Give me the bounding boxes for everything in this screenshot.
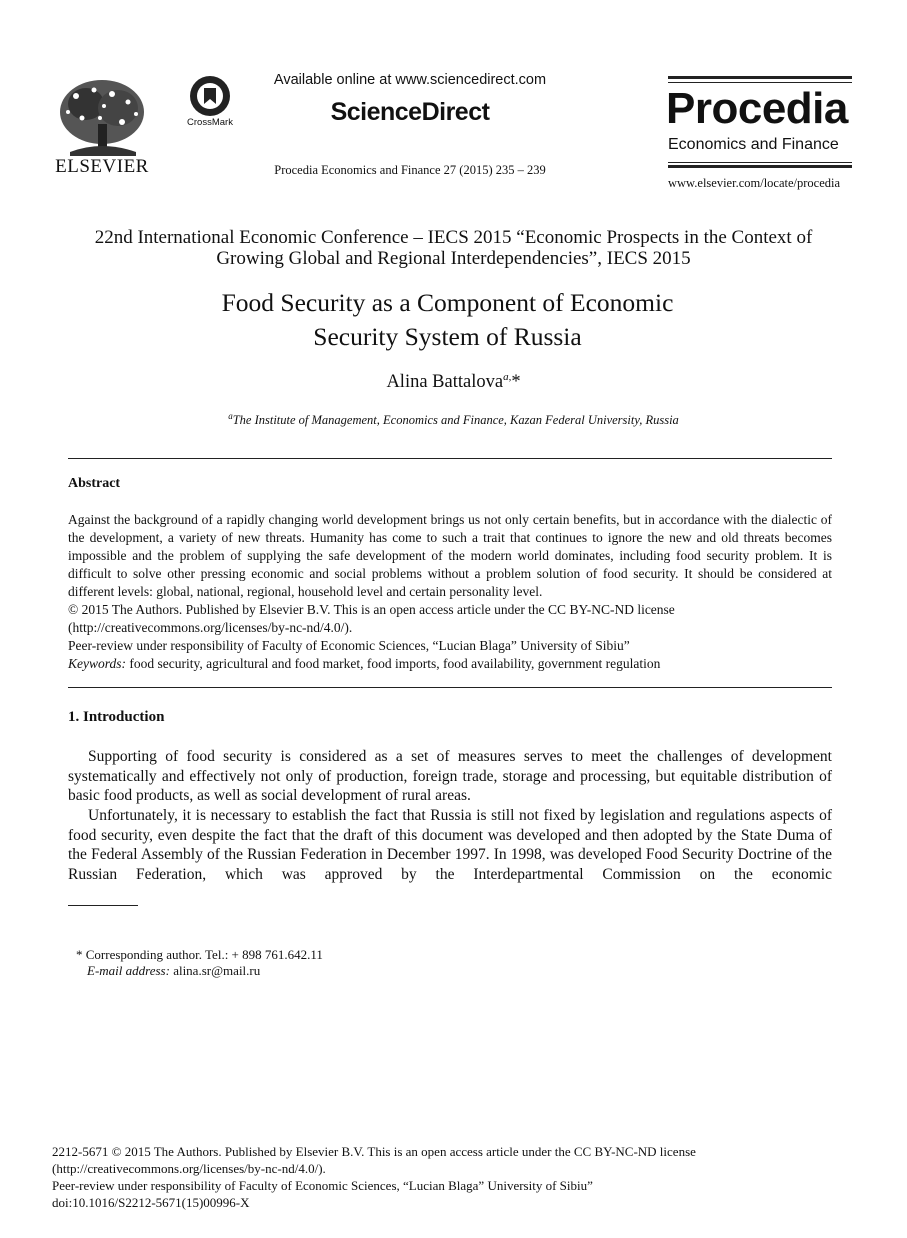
procedia-subtitle: Economics and Finance xyxy=(668,136,839,153)
corresponding-star: * xyxy=(511,372,521,393)
elsevier-wordmark: ELSEVIER xyxy=(55,156,149,177)
author-name: Alina Battalova xyxy=(386,372,504,393)
crossmark-label: CrossMark xyxy=(187,117,233,128)
brand-rule xyxy=(668,76,852,79)
procedia-logo: Procedia xyxy=(666,84,848,133)
affiliation-mark: a xyxy=(228,411,233,421)
email-address[interactable]: alina.sr@mail.ru xyxy=(173,963,261,978)
footer-license-link[interactable]: (http://creativecommons.org/licenses/by-nc-nd/4.0/). xyxy=(52,1161,326,1176)
license-link[interactable]: (http://creativecommons.org/licenses/by-nc-nd/4.0/). xyxy=(68,620,353,635)
brand-rule xyxy=(668,162,852,163)
footer-doi[interactable]: doi:10.1016/S2212-5671(15)00996-X xyxy=(52,1195,250,1210)
brand-rule xyxy=(668,82,852,83)
author-line xyxy=(60,371,847,393)
keywords-line xyxy=(68,655,832,673)
email-note xyxy=(87,963,260,979)
section-heading-introduction: 1. Introduction xyxy=(68,709,165,725)
footnote-rule xyxy=(68,905,138,906)
intro-paragraph-2: Unfortunately, it is necessary to establish the fact that Russia is still not fixed by legislation and regulations aspects of food security, even despite the fact that the draft of this document was developed and then adopted by the State Duma of the Federal Assembly of the Russian Federation in December 1997. In 1998, was developed Food Security Doctrine of the Russian Federation, which was approved by the Interdepartmental Commission on the economic xyxy=(68,807,832,883)
peer-review-line: Peer-review under responsibility of Faculty of Economic Sciences, “Lucian Blaga” University of Sibiu” xyxy=(68,638,630,653)
sciencedirect-brand[interactable]: ScienceDirect xyxy=(330,98,490,126)
email-label: E-mail address: xyxy=(87,963,170,978)
keywords-label: Keywords: xyxy=(68,656,126,671)
paper-title xyxy=(100,286,795,354)
journal-reference: Procedia Economics and Finance 27 (2015) 235 – 239 xyxy=(274,163,546,177)
abstract-body: Against the background of a rapidly changing world development brings us not only certain benefits, but in accordance with the dialectic of the development, a variety of new threats. Humanity has come to such a trait that continues to ignore the new and old threats becomes impossible and the problem of supplying the safe development of the modern world dominates, including food security problem. It is difficult to solve other pressing economic and social problems without a problem solution of food security. It should be considered at different levels: global, national, regional, household level and certain personality level. xyxy=(68,512,832,599)
intro-paragraph-1: Supporting of food security is considered as a set of measures serves to meet the challenges of development systematically and effectively not only of production, foreign trade, storage and processing, but equitable distribution of basic food products, as well as social development of rural areas. xyxy=(68,748,832,804)
footer-issn-license: 2212-5671 © 2015 The Authors. Published by Elsevier B.V. This is an open access article under the CC BY-NC-ND license xyxy=(52,1144,696,1159)
title-line-2: Security System of Russia xyxy=(313,322,582,351)
title-line-1: Food Security as a Component of Economic xyxy=(221,288,674,317)
divider-bottom xyxy=(68,687,832,688)
affiliation xyxy=(60,411,847,428)
abstract-heading: Abstract xyxy=(68,476,121,491)
footer-peer-review: Peer-review under responsibility of Faculty of Economic Sciences, “Lucian Blaga” University of Sibiu” xyxy=(52,1178,593,1193)
divider-top xyxy=(68,458,832,459)
affiliation-text: The Institute of Management, Economics and Finance, Kazan Federal University, Russia xyxy=(232,413,679,428)
keywords-text: food security, agricultural and food market, food imports, food availability, government regulation xyxy=(129,656,661,671)
brand-rule xyxy=(668,165,852,168)
author-affiliation-mark: a, xyxy=(503,371,512,383)
corresponding-author-note: * Corresponding author. Tel.: + 898 761.642.11 xyxy=(76,947,323,962)
conference-name: 22nd International Economic Conference – IECS 2015 “Economic Prospects in the Context of Growing Global and Regional Interdependencies”, IECS 2015 xyxy=(94,227,813,269)
journal-url-link[interactable]: www.elsevier.com/locate/procedia xyxy=(668,176,841,190)
copyright-line: © 2015 The Authors. Published by Elsevier B.V. This is an open access article under the CC BY-NC-ND license xyxy=(68,602,675,617)
available-online-text: Available online at www.sciencedirect.com xyxy=(273,72,547,88)
